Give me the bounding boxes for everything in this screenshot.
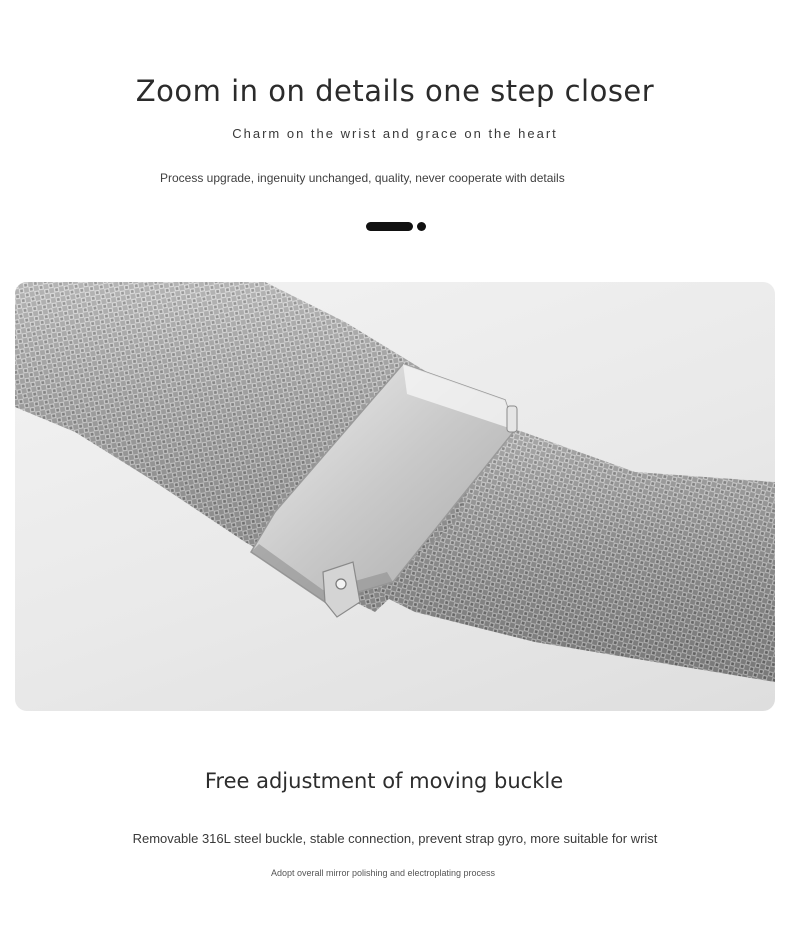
- tagline: Charm on the wrist and grace on the heart: [232, 126, 558, 141]
- feature-description: Removable 316L steel buckle, stable connection, prevent strap gyro, more suitable for wrist: [132, 831, 658, 846]
- feature-title: Free adjustment of moving buckle: [204, 769, 564, 793]
- feature-note: Adopt overall mirror polishing and electroplating process: [270, 868, 496, 878]
- carousel-indicator-dot[interactable]: [417, 222, 426, 231]
- mesh-strap-buckle-icon: [15, 282, 775, 711]
- page-title: Zoom in on details one step closer: [135, 74, 655, 109]
- product-photo: [15, 282, 775, 711]
- subtitle: Process upgrade, ingenuity unchanged, quality, never cooperate with details: [160, 171, 565, 185]
- carousel-indicator-active[interactable]: [366, 222, 413, 231]
